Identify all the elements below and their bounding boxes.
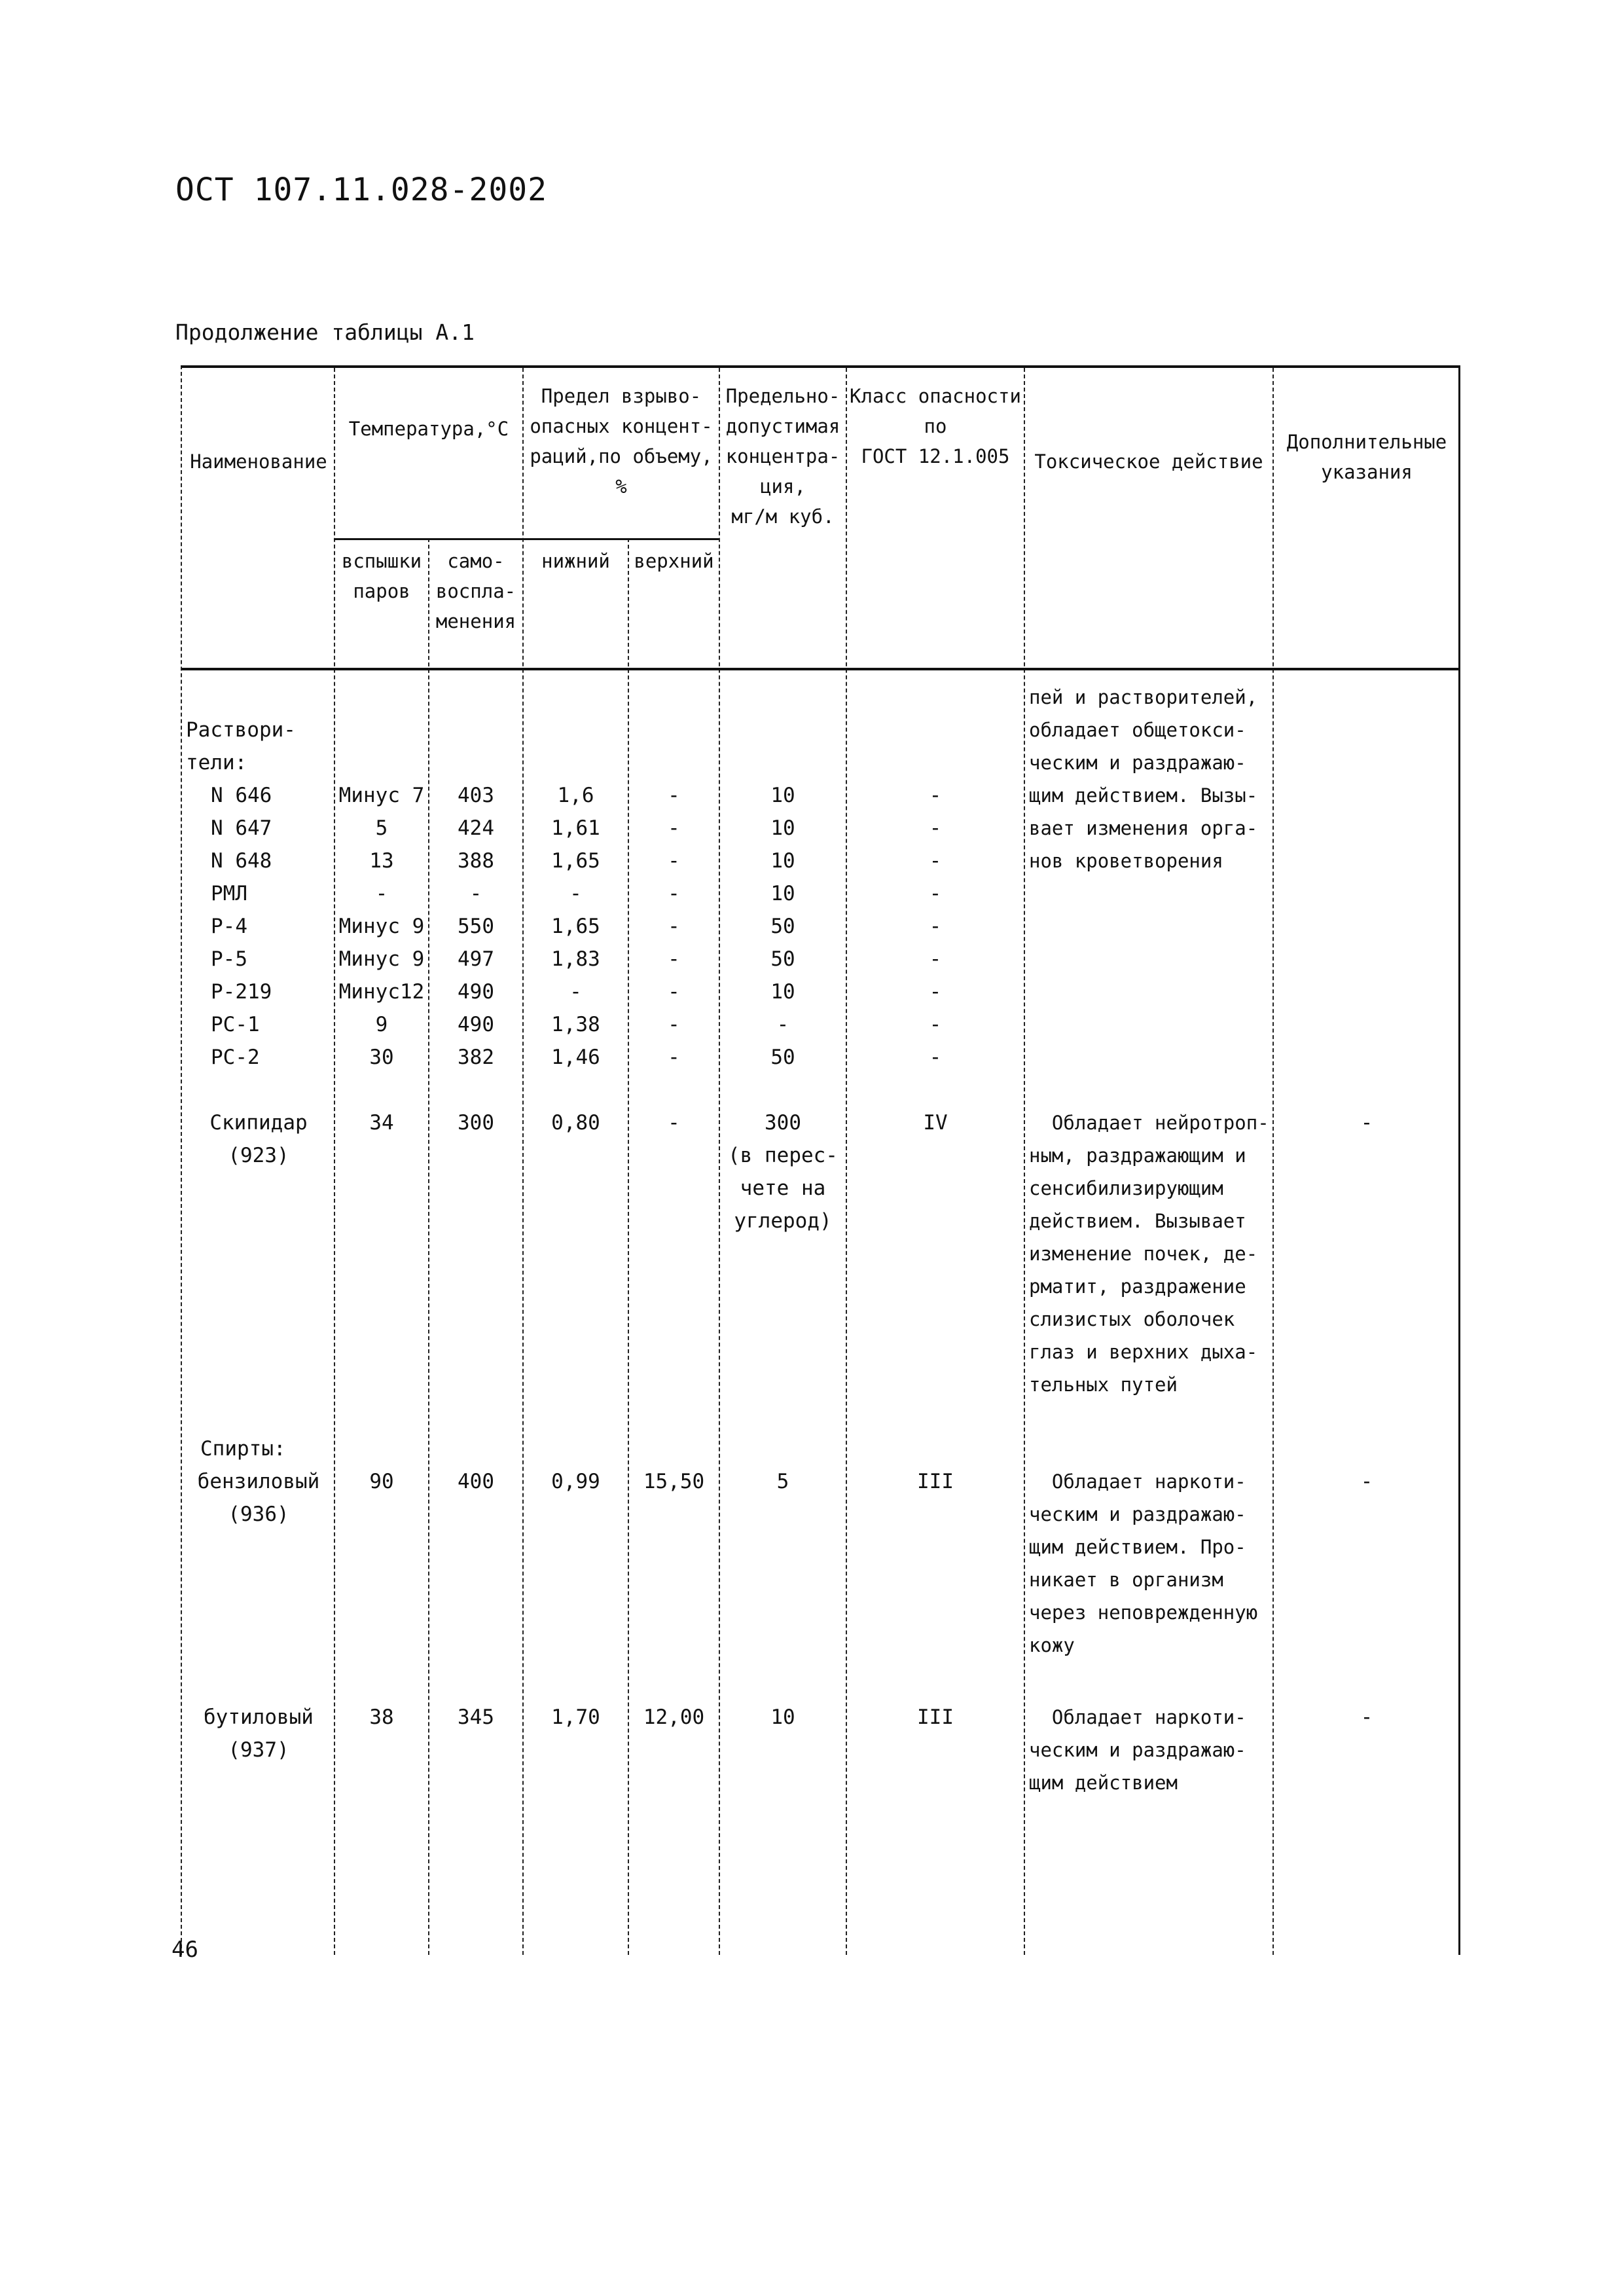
column-divider xyxy=(428,538,429,1955)
upper-limit-cell: - xyxy=(668,1111,680,1135)
lower-limit-cell: 0,80 xyxy=(551,1111,600,1135)
header-subdivider xyxy=(334,538,719,540)
lower-limit-cell: 1,38 xyxy=(551,1013,600,1036)
mac-cell: 5 xyxy=(776,1470,789,1493)
name-cell: РМЛ xyxy=(211,882,247,905)
column-divider xyxy=(1024,368,1025,1955)
header-toxic-effect: Токсическое действие xyxy=(1034,450,1263,473)
autoignition-cell: 424 xyxy=(458,816,494,840)
autoignition-cell: 550 xyxy=(458,915,494,938)
flash-cell: 90 xyxy=(369,1470,394,1493)
name-cell: бутиловый (937) xyxy=(204,1705,314,1762)
flash-cell: Минус 9 xyxy=(338,915,425,938)
header-bottom-rule xyxy=(182,668,1458,670)
autoignition-cell: 388 xyxy=(458,849,494,873)
group-label-alcohols: Спирты: xyxy=(200,1437,286,1461)
header-upper: верхний xyxy=(634,550,714,572)
upper-limit-cell: - xyxy=(668,816,680,840)
mac-cell: 10 xyxy=(770,882,795,905)
name-cell: РС-1 xyxy=(211,1013,260,1036)
notes-cell: - xyxy=(1360,1705,1373,1729)
header-explosive-limit: Предел взрыво- опасных концент- раций,по объему, % xyxy=(530,385,713,498)
mac-cell: 10 xyxy=(770,784,795,807)
autoignition-cell: 497 xyxy=(458,947,494,971)
hazard-class-cell: - xyxy=(929,816,942,840)
upper-limit-cell: - xyxy=(668,980,680,1004)
flash-cell: 34 xyxy=(369,1111,394,1135)
mac-cell: - xyxy=(776,1013,789,1036)
name-cell: РС-2 xyxy=(211,1046,260,1069)
autoignition-cell: 490 xyxy=(458,980,494,1004)
flash-cell: 38 xyxy=(369,1705,394,1729)
hazard-class-cell: - xyxy=(929,882,942,905)
table-caption: Продолжение таблицы А.1 xyxy=(175,319,475,345)
upper-limit-cell: 12,00 xyxy=(643,1705,705,1729)
lower-limit-cell: - xyxy=(569,882,582,905)
name-cell: N 646 xyxy=(211,784,272,807)
upper-limit-cell: - xyxy=(668,947,680,971)
hazard-class-cell: - xyxy=(929,1046,942,1069)
upper-limit-cell: - xyxy=(668,849,680,873)
header-name: Наименование xyxy=(190,450,327,473)
toxic-effect-cell: Обладает нейротроп- ным, раздражающим и сенсибилизирующим действием. Вызывает изменение почек, де- рматит, раздражение слизистых оболочек глаз и верхних дыха- тельных путей xyxy=(1029,1112,1269,1396)
name-cell: Скипидар (923) xyxy=(209,1111,308,1167)
autoignition-cell: - xyxy=(469,882,482,905)
group-label-solvents: Раствори- тели: xyxy=(186,718,296,774)
autoignition-cell: 490 xyxy=(458,1013,494,1036)
notes-cell: - xyxy=(1360,1111,1373,1135)
mac-cell: 50 xyxy=(770,1046,795,1069)
mac-cell: 10 xyxy=(770,1705,795,1729)
hazard-class-cell: III xyxy=(917,1470,954,1493)
toxic-effect-cell: Обладает наркоти- ческим и раздражаю- щим действием xyxy=(1029,1706,1246,1794)
upper-limit-cell: - xyxy=(668,882,680,905)
flash-cell: Минус 9 xyxy=(338,947,425,971)
hazard-class-cell: - xyxy=(929,1013,942,1036)
flash-cell: 30 xyxy=(369,1046,394,1069)
name-cell: N 648 xyxy=(211,849,272,873)
hazard-class-cell: III xyxy=(917,1705,954,1729)
name-cell: бензиловый (936) xyxy=(197,1470,320,1526)
flash-cell: - xyxy=(375,882,388,905)
lower-limit-cell: - xyxy=(569,980,582,1004)
lower-limit-cell: 1,61 xyxy=(551,816,600,840)
autoignition-cell: 300 xyxy=(458,1111,494,1135)
name-cell: Р-219 xyxy=(211,980,272,1004)
upper-limit-cell: - xyxy=(668,784,680,807)
flash-cell: 13 xyxy=(369,849,394,873)
header-flash: вспышки паров xyxy=(341,550,422,602)
autoignition-cell: 382 xyxy=(458,1046,494,1069)
autoignition-cell: 403 xyxy=(458,784,494,807)
lower-limit-cell: 0,99 xyxy=(551,1470,600,1493)
mac-cell: 10 xyxy=(770,980,795,1004)
mac-cell: 10 xyxy=(770,849,795,873)
upper-limit-cell: 15,50 xyxy=(643,1470,705,1493)
hazard-class-cell: - xyxy=(929,947,942,971)
document-code: ОСТ 107.11.028-2002 xyxy=(175,172,548,208)
name-cell: Р-4 xyxy=(211,915,247,938)
header-lower: нижний xyxy=(541,550,610,572)
hazard-class-cell: - xyxy=(929,784,942,807)
lower-limit-cell: 1,46 xyxy=(551,1046,600,1069)
autoignition-cell: 345 xyxy=(458,1705,494,1729)
toxic-effect-solvents: пей и растворителей, обладает общетокси- ческим и раздражаю- щим действием. Вызы- вает изменения орга- нов кроветворения xyxy=(1029,686,1258,872)
hazard-class-cell: - xyxy=(929,849,942,873)
header-notes: Дополнительные указания xyxy=(1286,431,1447,483)
mac-cell: 10 xyxy=(770,816,795,840)
upper-limit-cell: - xyxy=(668,1046,680,1069)
notes-cell: - xyxy=(1360,1470,1373,1493)
header-autoignition: само- воспла- менения xyxy=(435,550,516,632)
autoignition-cell: 400 xyxy=(458,1470,494,1493)
flash-cell: Минус 7 xyxy=(338,784,425,807)
lower-limit-cell: 1,83 xyxy=(551,947,600,971)
flash-cell: 5 xyxy=(375,816,388,840)
toxic-effect-cell: Обладает наркоти- ческим и раздражаю- щим действием. Про- никает в организм через неповрежденную кожу xyxy=(1029,1470,1258,1656)
hazard-class-cell: IV xyxy=(923,1111,948,1135)
lower-limit-cell: 1,65 xyxy=(551,915,600,938)
header-mac: Предельно- допустимая концентра- ция, мг/м куб. xyxy=(725,385,840,528)
page-number: 46 xyxy=(171,1937,198,1963)
hazard-class-cell: - xyxy=(929,915,942,938)
lower-limit-cell: 1,65 xyxy=(551,849,600,873)
header-hazard-class: Класс опасности по ГОСТ 12.1.005 xyxy=(850,385,1021,467)
mac-cell: 50 xyxy=(770,947,795,971)
mac-cell: 300 (в перес- чете на углерод) xyxy=(728,1111,838,1233)
lower-limit-cell: 1,6 xyxy=(557,784,594,807)
upper-limit-cell: - xyxy=(668,1013,680,1036)
header-temperature: Температура,°С xyxy=(348,418,509,440)
name-cell: N 647 xyxy=(211,816,272,840)
flash-cell: 9 xyxy=(375,1013,388,1036)
mac-cell: 50 xyxy=(770,915,795,938)
flash-cell: Минус12 xyxy=(338,980,425,1004)
upper-limit-cell: - xyxy=(668,915,680,938)
column-divider xyxy=(628,538,629,1955)
lower-limit-cell: 1,70 xyxy=(551,1705,600,1729)
data-table xyxy=(181,365,1460,1955)
hazard-class-cell: - xyxy=(929,980,942,1004)
name-cell: Р-5 xyxy=(211,947,247,971)
